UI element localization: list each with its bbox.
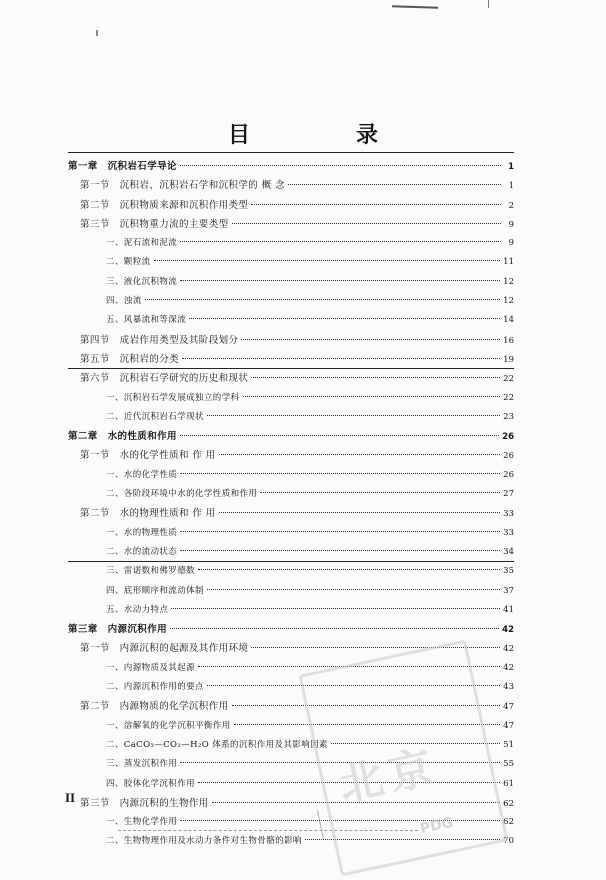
toc-entry-page: 11 <box>503 257 514 268</box>
toc-entry-label: 二、CaCO₃—CO₂—H₂O 体系的沉积作用及其影响因素 <box>106 739 328 750</box>
dot-leader <box>180 155 501 166</box>
toc-entry-label: 二、各阶段环境中水的化学性质和作用 <box>106 489 258 500</box>
dot-leader <box>207 579 500 590</box>
toc-entry-label: 五、水动力特点 <box>106 604 169 615</box>
dot-leader <box>241 329 500 340</box>
toc-entry-label: 二、颗粒流 <box>106 257 151 268</box>
toc-entry-page: 35 <box>503 566 514 577</box>
toc-entry-label: 第一节 内源沉积的起源及其作用环境 <box>80 643 249 655</box>
toc-entry-page: 55 <box>503 759 514 770</box>
stamp-text: 北京 <box>334 741 444 812</box>
toc-entry-page: 19 <box>503 354 514 365</box>
toc-entry-label: 三、蒸发沉积作用 <box>106 759 178 770</box>
toc-entry-page: 33 <box>503 509 514 520</box>
dot-leader <box>198 559 500 570</box>
toc-entry-label: 一、溶解氧的化学沉积平衡作用 <box>106 720 231 731</box>
toc-entry-page: 16 <box>503 335 514 346</box>
dot-leader <box>288 174 501 185</box>
scan-mark <box>392 5 438 9</box>
dot-leader <box>251 194 501 205</box>
toc-entry-page: 33 <box>503 527 514 538</box>
toc-entry-page: 43 <box>503 682 514 693</box>
dot-leader <box>189 308 500 319</box>
dot-leader <box>219 444 501 455</box>
toc-entry-page: 23 <box>503 411 514 422</box>
toc-entry-label: 一、水的物理性质 <box>106 527 178 538</box>
toc-entry-page: 47 <box>503 702 514 713</box>
toc-entry-page: 27 <box>503 489 514 500</box>
toc-entry-page: 26 <box>503 469 514 480</box>
toc-entry-label: 二、近代沉积岩石学现状 <box>106 411 204 422</box>
toc-entry-page: 42 <box>502 625 514 636</box>
toc-entry-label: 第三节 内源沉积的生物作用 <box>80 797 209 809</box>
dot-leader <box>180 521 500 532</box>
toc-entry-page: 22 <box>503 392 514 403</box>
scan-mark <box>488 0 509 8</box>
dot-leader <box>180 270 500 281</box>
toc-entry-page: 61 <box>503 778 514 789</box>
toc-entry-page: 26 <box>502 432 514 443</box>
scan-mark <box>96 30 98 36</box>
dot-leader <box>219 502 501 513</box>
dot-leader <box>207 405 500 416</box>
toc-entry-label: 第一节 水的化学性质和 作 用 <box>80 450 216 462</box>
toc-entry-page: 41 <box>503 604 514 615</box>
toc-entry-label: 三、液化沉积物流 <box>106 276 178 287</box>
toc-entry-label: 第一章 沉积岩石学导论 <box>68 161 177 172</box>
toc-entry-page: 47 <box>503 720 514 731</box>
chapter-divider <box>68 152 514 153</box>
toc-entry-page: 14 <box>503 315 514 326</box>
toc-entry-label: 一、沉积岩石学发展成独立的学科 <box>106 392 240 403</box>
toc-entry-label: 一、生物化学作用 <box>106 817 178 828</box>
dot-leader <box>243 386 501 397</box>
dot-leader <box>260 482 500 493</box>
toc-entry-page: 12 <box>503 296 514 307</box>
toc-entry-page: 62 <box>503 798 514 809</box>
toc-entry-label: 第三章 内源沉积作用 <box>68 624 168 636</box>
toc-entry-page: 51 <box>503 739 514 750</box>
toc-entry-label: 五、风暴流和等深流 <box>106 315 187 326</box>
toc-entry-label: 二、生物物理作用及水动力条件对生物骨骼的影响 <box>106 836 302 847</box>
dot-leader <box>180 540 500 551</box>
toc-entry-page: 9 <box>508 238 514 249</box>
toc-entry-label: 第二节 沉积物质来源和沉积作用类型 <box>80 199 249 211</box>
toc-entry-label: 四、底形顺序和流动体制 <box>106 585 204 596</box>
dot-leader <box>232 213 501 224</box>
dot-leader <box>182 348 500 359</box>
toc-entry-page: 37 <box>503 585 514 596</box>
toc-entry-label: 二、水的流动状态 <box>106 546 178 557</box>
toc-entry-label: 四、浊流 <box>106 296 142 307</box>
page-number: II <box>65 790 76 805</box>
toc-entry-page: 34 <box>503 546 514 557</box>
dot-leader <box>251 367 500 378</box>
toc-entry-label: 第五节 沉积岩的分类 <box>80 353 180 365</box>
dot-leader <box>170 618 499 629</box>
page-title: 目 录 <box>227 123 420 148</box>
toc-entry-page: 2 <box>508 200 514 211</box>
toc-entry-page: 1 <box>508 162 514 172</box>
toc-entry-label: 三、雷诺数和佛罗德数 <box>106 566 196 577</box>
toc-entry-page: 26 <box>503 451 514 462</box>
dot-leader <box>180 425 499 436</box>
dot-leader <box>180 463 500 474</box>
toc-entry-label: 第二节 水的物理性质和 作 用 <box>80 508 216 520</box>
toc-entry-page: 9 <box>508 219 514 230</box>
dot-leader <box>145 289 501 300</box>
toc-entry-label: 第一节 沉积岩、沉积岩石学和沉积学的 概 念 <box>80 180 285 192</box>
toc-entry-page: 42 <box>503 662 514 673</box>
toc-entry-label: 一、泥石流和泥流 <box>106 238 178 249</box>
toc-entry-label: 一、水的化学性质 <box>106 469 178 480</box>
toc-entry-label: 第三节 沉积物重力流的主要类型 <box>80 218 229 230</box>
toc-entry-page: 12 <box>503 276 514 287</box>
toc-entry-page: 1 <box>508 181 514 192</box>
dot-leader <box>171 598 500 609</box>
toc-entry-page: 70 <box>503 836 514 847</box>
stamp-watermark: PDG <box>418 814 455 838</box>
toc-entry-label: 第二章 水的性质和作用 <box>68 431 177 443</box>
toc-entry-page: 42 <box>503 644 514 655</box>
dot-leader <box>180 231 501 242</box>
toc-entry-label: 一、内源物质及其起源 <box>106 662 196 673</box>
toc-entry-label: 第四节 成岩作用类型及其阶段划分 <box>80 334 239 346</box>
dot-leader <box>154 250 501 261</box>
toc-entry-label: 四、胶体化学沉积作用 <box>106 778 196 789</box>
toc-entry-page: 62 <box>503 817 514 828</box>
toc-entry-label: 第六节 沉积岩石学研究的历史和现状 <box>80 373 249 385</box>
toc-entry-page: 22 <box>503 374 514 385</box>
toc-entry-label: 二、内源沉积作用的要点 <box>106 682 204 693</box>
toc-entry-label: 第二节 内源物质的化学沉积作用 <box>80 701 229 713</box>
